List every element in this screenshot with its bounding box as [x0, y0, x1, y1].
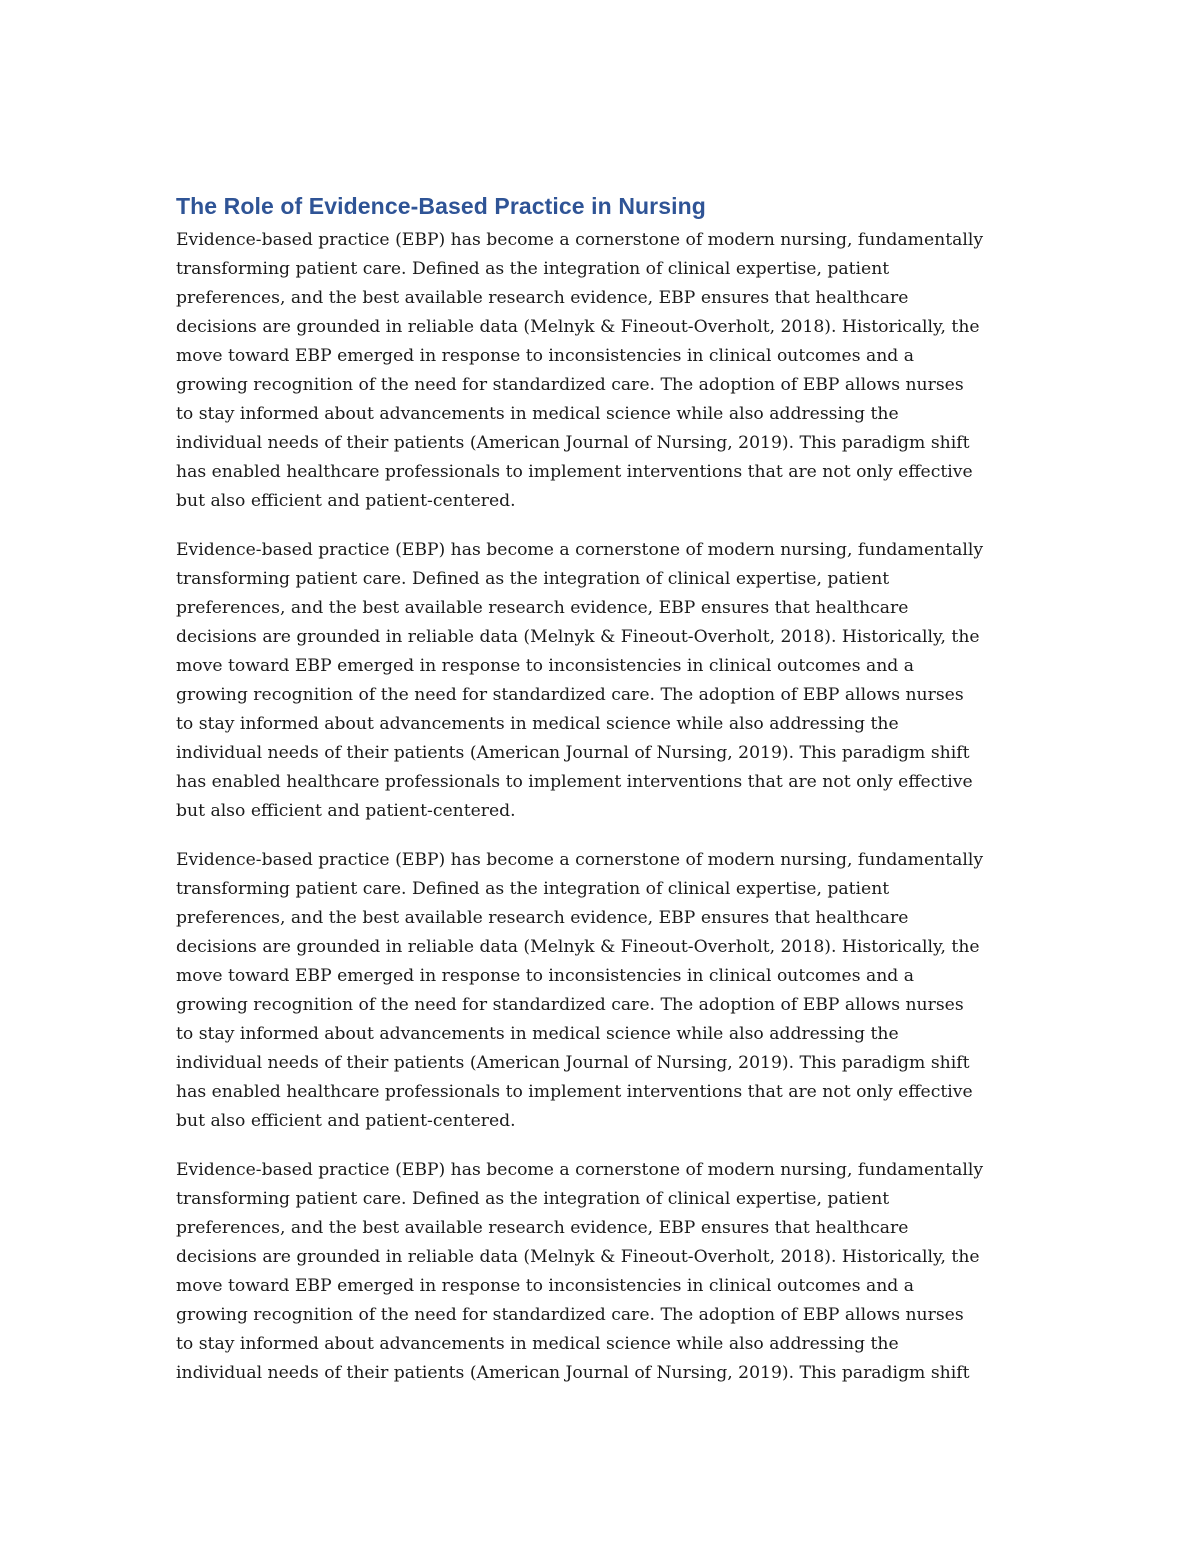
text-line: but also efficient and patient-centered. [176, 491, 516, 511]
paragraph [176, 536, 1036, 826]
text-line: preferences, and the best available research evidence, EBP ensures that healthcare [176, 1218, 909, 1238]
document-title: The Role of Evidence-Based Practice in Nursing [176, 193, 706, 219]
text-line: to stay informed about advancements in medical science while also addressing the [176, 714, 899, 734]
text-line: but also efficient and patient-centered. [176, 1111, 516, 1131]
text-line: growing recognition of the need for standardized care. The adoption of EBP allows nurses [176, 1305, 964, 1325]
paragraph [176, 846, 1036, 1136]
text-line: transforming patient care. Defined as the integration of clinical expertise, patient [176, 259, 890, 279]
text-line: move toward EBP emerged in response to inconsistencies in clinical outcomes and a [176, 1276, 915, 1296]
text-line: to stay informed about advancements in medical science while also addressing the [176, 404, 899, 424]
text-line: transforming patient care. Defined as the integration of clinical expertise, patient [176, 879, 890, 899]
text-line: individual needs of their patients (American Journal of Nursing, 2019). This paradigm shift [176, 743, 970, 763]
text-line: Evidence-based practice (EBP) has become a cornerstone of modern nursing, fundamentally [176, 850, 984, 870]
text-line: Evidence-based practice (EBP) has become a cornerstone of modern nursing, fundamentally [176, 540, 984, 560]
text-line: to stay informed about advancements in medical science while also addressing the [176, 1024, 899, 1044]
text-line: decisions are grounded in reliable data (Melnyk & Fineout-Overholt, 2018). Historically, the [176, 1247, 980, 1267]
text-line: growing recognition of the need for standardized care. The adoption of EBP allows nurses [176, 375, 964, 395]
text-line: decisions are grounded in reliable data (Melnyk & Fineout-Overholt, 2018). Historically, the [176, 937, 980, 957]
text-line: individual needs of their patients (American Journal of Nursing, 2019). This paradigm shift [176, 1363, 970, 1383]
text-line: transforming patient care. Defined as the integration of clinical expertise, patient [176, 569, 890, 589]
text-line: Evidence-based practice (EBP) has become a cornerstone of modern nursing, fundamentally [176, 230, 984, 250]
text-line: individual needs of their patients (American Journal of Nursing, 2019). This paradigm shift [176, 1053, 970, 1073]
text-line: transforming patient care. Defined as the integration of clinical expertise, patient [176, 1189, 890, 1209]
paragraph [176, 1156, 1036, 1388]
text-line: has enabled healthcare professionals to implement interventions that are not only effective [176, 772, 973, 792]
document-body [176, 191, 1036, 1408]
text-line: but also efficient and patient-centered. [176, 801, 516, 821]
text-line: move toward EBP emerged in response to inconsistencies in clinical outcomes and a [176, 966, 915, 986]
text-line: has enabled healthcare professionals to implement interventions that are not only effective [176, 462, 973, 482]
text-line: decisions are grounded in reliable data (Melnyk & Fineout-Overholt, 2018). Historically, the [176, 317, 980, 337]
text-line: preferences, and the best available research evidence, EBP ensures that healthcare [176, 908, 909, 928]
text-line: preferences, and the best available research evidence, EBP ensures that healthcare [176, 288, 909, 308]
text-line: growing recognition of the need for standardized care. The adoption of EBP allows nurses [176, 995, 964, 1015]
text-line: move toward EBP emerged in response to inconsistencies in clinical outcomes and a [176, 346, 915, 366]
text-line: has enabled healthcare professionals to implement interventions that are not only effective [176, 1082, 973, 1102]
text-line: to stay informed about advancements in medical science while also addressing the [176, 1334, 899, 1354]
text-line: preferences, and the best available research evidence, EBP ensures that healthcare [176, 598, 909, 618]
text-line: Evidence-based practice (EBP) has become a cornerstone of modern nursing, fundamentally [176, 1160, 984, 1180]
text-line: decisions are grounded in reliable data (Melnyk & Fineout-Overholt, 2018). Historically, the [176, 627, 980, 647]
text-line: move toward EBP emerged in response to inconsistencies in clinical outcomes and a [176, 656, 915, 676]
paragraph [176, 226, 1036, 516]
text-line: individual needs of their patients (American Journal of Nursing, 2019). This paradigm shift [176, 433, 970, 453]
text-line: growing recognition of the need for standardized care. The adoption of EBP allows nurses [176, 685, 964, 705]
